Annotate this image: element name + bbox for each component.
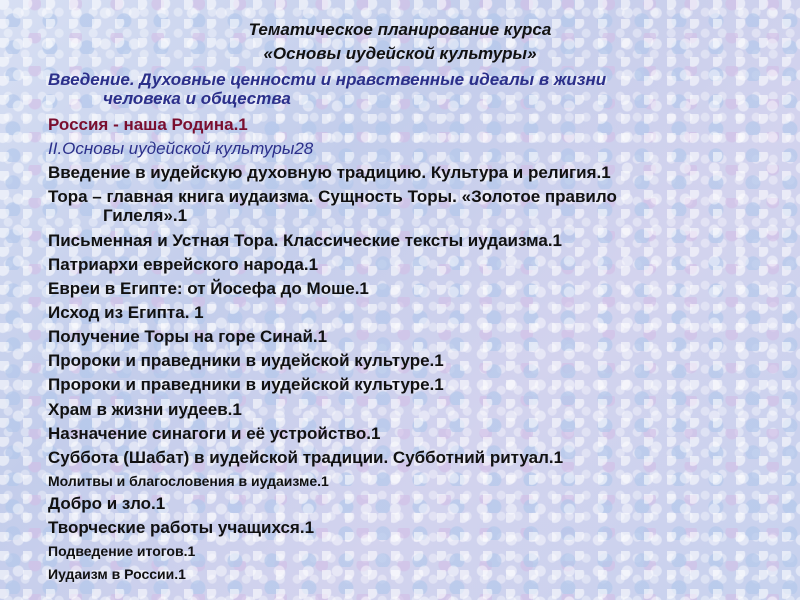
list-item: Получение Торы на горе Синай.1 [48,327,328,346]
list-item [48,187,748,225]
slide-title-line2: «Основы иудейской культуры» [263,44,537,63]
list-item: Назначение синагоги и её устройство.1 [48,424,381,443]
list-item: Исход из Египта. 1 [48,303,204,322]
list-item: Введение в иудейскую духовную традицию. Культура и религия.1 [48,163,611,182]
list-item: Суббота (Шабат) в иудейской традиции. Субботний ритуал.1 [48,448,564,467]
list-item: Пророки и праведники в иудейской культуре.1 [48,375,444,394]
slide-title-line1: Тематическое планирование курса [248,20,552,39]
list-item: Молитвы и благословения в иудаизме.1 [48,473,329,489]
list-item: Храм в жизни иудеев.1 [48,400,242,419]
list-item-introduction [48,70,748,108]
list-item: Добро и зло.1 [48,494,166,513]
list-item: Подведение итогов.1 [48,543,196,559]
list-item-line2: человека и общества [103,89,291,108]
list-item: Творческие работы учащихся.1 [48,518,315,537]
list-item: Патриархи еврейского народа.1 [48,255,319,274]
list-item-russia: Россия - наша Родина.1 [48,115,248,134]
section-heading: II.Основы иудейской культуры28 [48,139,314,158]
list-item-line1: Введение. Духовные ценности и нравственные идеалы в жизни [48,70,607,89]
list-item: Иудаизм в России.1 [48,566,186,582]
list-item: Евреи в Египте: от Йосефа до Моше.1 [48,279,369,298]
list-item: Пророки и праведники в иудейской культуре.1 [48,351,444,370]
list-item-line2: Гилеля».1 [103,206,188,225]
list-item-line1: Тора – главная книга иудаизма. Сущность Торы. «Золотое правило [48,187,617,206]
list-item: Письменная и Устная Тора. Классические тексты иудаизма.1 [48,231,563,250]
